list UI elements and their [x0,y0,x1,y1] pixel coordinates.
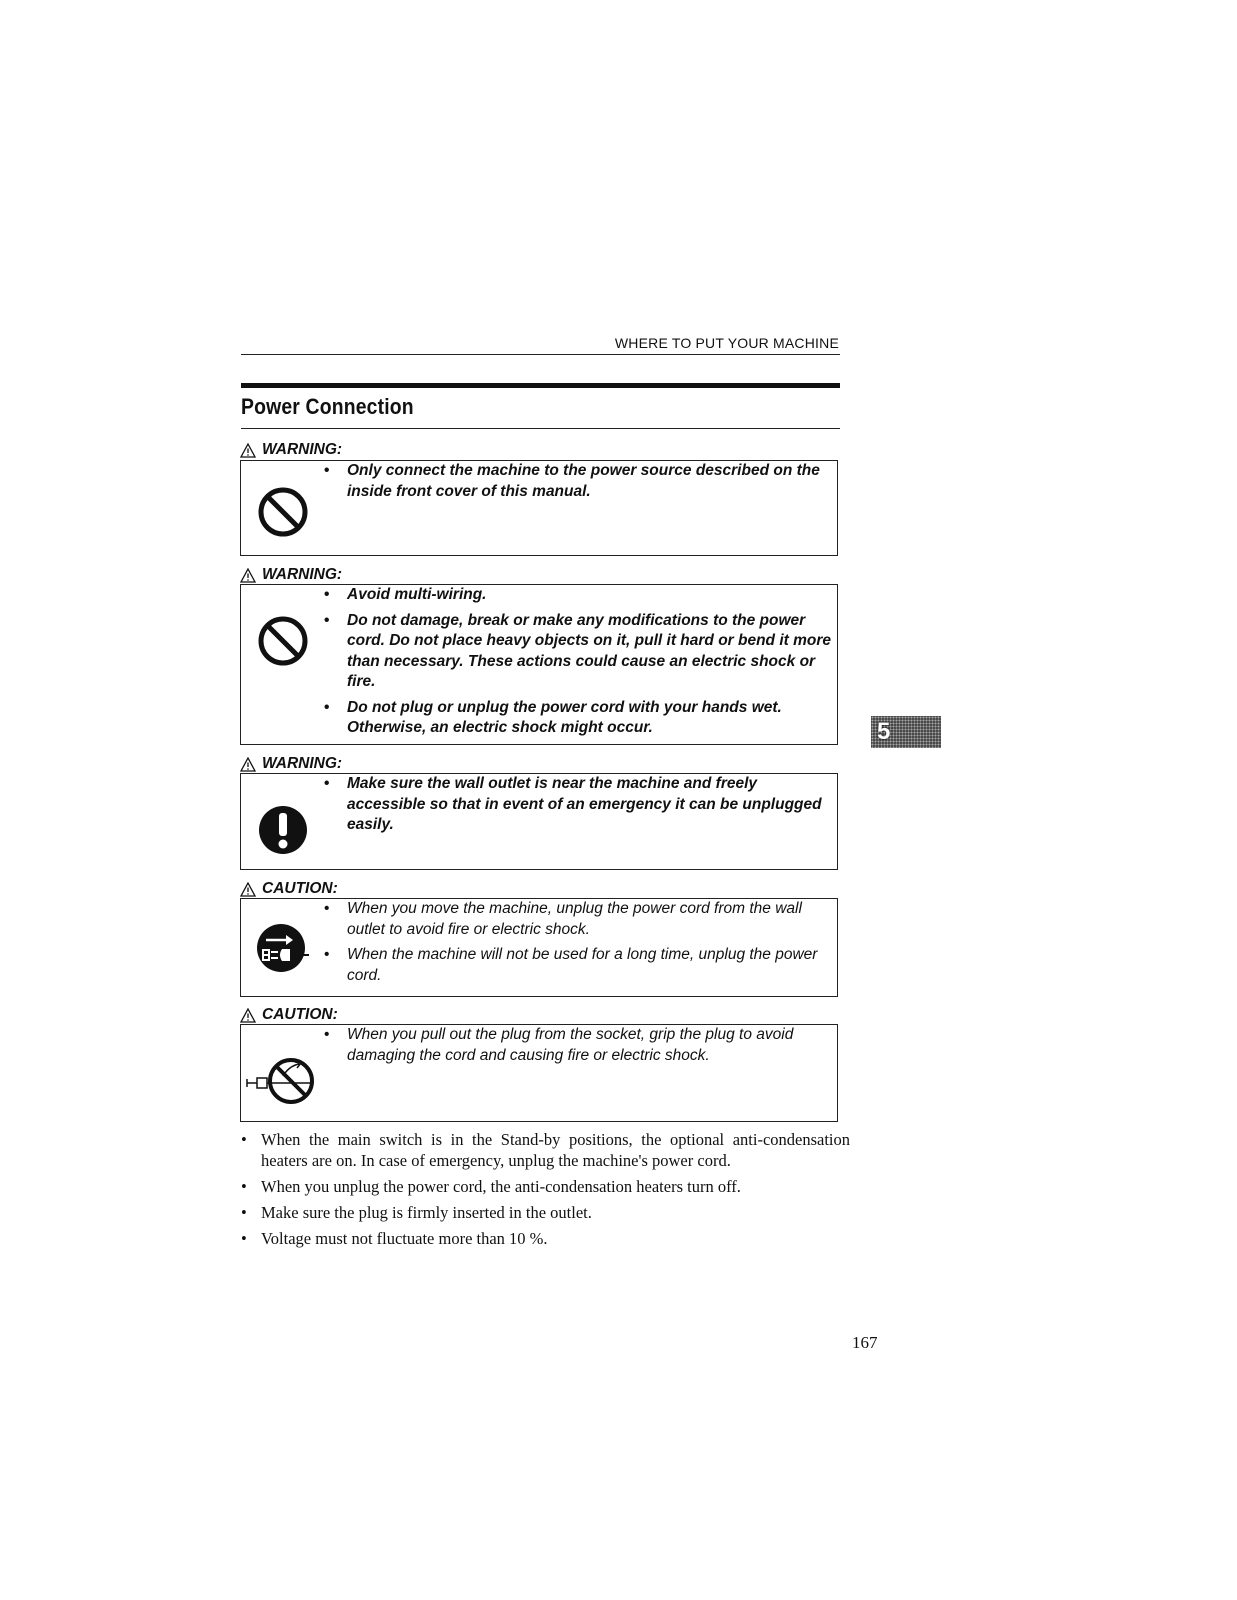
title-underline [241,428,840,429]
section-title: Power Connection [241,394,414,419]
warning-label [240,566,342,584]
caution-label [240,880,338,898]
chapter-number: 5 [877,718,891,745]
prohibition-icon [257,615,309,667]
warning-triangle-icon [240,443,256,458]
list-item: • When the main switch is in the Stand-by positions, the optional anti-condensation heaters are on. In case of emergency, unplug the machine's power cord. [240,1129,850,1171]
list-item: • When you unplug the power cord, the anti-condensation heaters turn off. [240,1176,850,1197]
notes-list [240,1129,850,1254]
section-rule [241,383,840,388]
list-item: • Do not damage, break or make any modifications to the power cord. Do not place heavy objects on it, pull it hard or bend it more than necessary. These actions could cause an electric shock or fire. [322,611,831,693]
label-text: CAUTION: [262,1006,338,1023]
no-pull-cord-icon [243,1052,323,1108]
warning-triangle-icon [240,757,256,772]
list-item: • Do not plug or unplug the power cord with your hands wet. Otherwise, an electric shock might occur. [322,698,831,739]
list-item: • Only connect the machine to the power source described on the inside front cover of this manual. [322,461,831,502]
list-item: • Make sure the wall outlet is near the machine and freely accessible so that in event of an emergency it can be unplugged easily. [322,774,831,836]
chapter-tab [871,716,941,748]
caution-label [240,1006,338,1024]
unplug-icon [256,922,311,974]
list-item: • When you move the machine, unplug the power cord from the wall outlet to avoid fire or electric shock. [322,899,831,940]
prohibition-icon [257,486,309,538]
label-text: WARNING: [262,566,343,583]
warning-box [240,584,838,745]
list-item: • When you pull out the plug from the socket, grip the plug to avoid damaging the cord and causing fire or electric shock. [322,1025,831,1066]
running-head: WHERE TO PUT YOUR MACHINE [614,335,839,351]
list-item: • Avoid multi-wiring. [322,585,831,606]
warning-triangle-icon [240,1008,256,1023]
warning-triangle-icon [240,882,256,897]
warning-label [240,441,342,459]
list-item: • When the machine will not be used for a long time, unplug the power cord. [322,945,831,986]
warning-label [240,755,342,773]
page-number: 167 [852,1333,878,1352]
list-item: • Make sure the plug is firmly inserted in the outlet. [240,1202,850,1223]
warning-box [240,773,838,870]
warning-box [240,460,838,556]
warning-triangle-icon [240,568,256,583]
caution-box [240,1024,838,1122]
label-text: WARNING: [262,441,343,458]
label-text: CAUTION: [262,880,338,897]
exclamation-icon [257,804,309,856]
list-item: • Voltage must not fluctuate more than 10 %. [240,1228,850,1249]
header-rule [241,354,840,355]
caution-box [240,898,838,997]
label-text: WARNING: [262,755,343,772]
